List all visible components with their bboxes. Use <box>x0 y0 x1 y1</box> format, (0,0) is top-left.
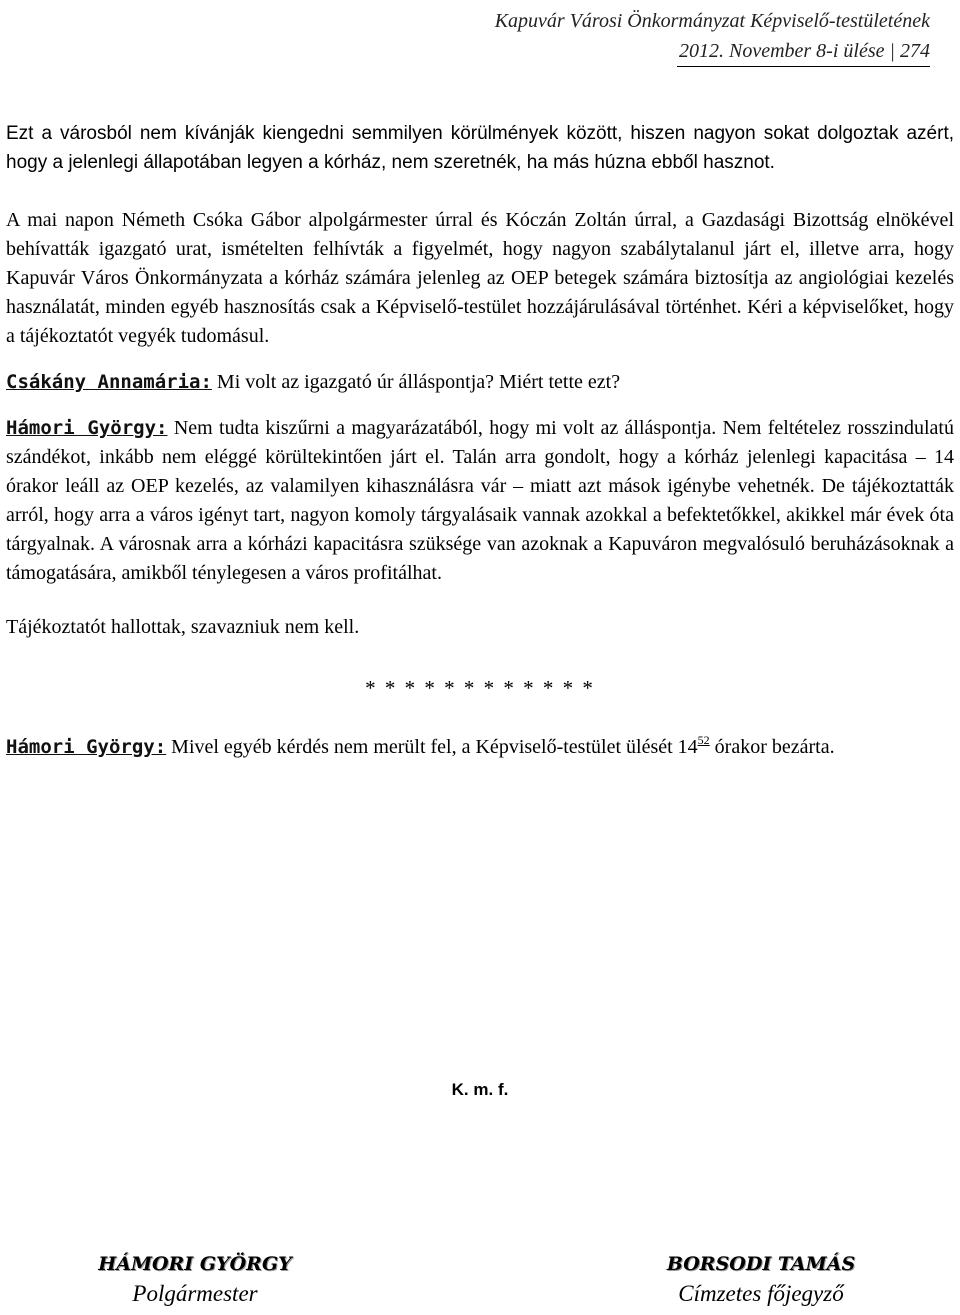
speaker-name: Hámori György: <box>6 736 167 758</box>
signature-name: BORSODI TAMÁS <box>666 1253 856 1275</box>
paragraph-conclusion: Tájékoztatót hallottak, szavazniuk nem kell. <box>6 616 360 638</box>
speaker-name: Hámori György: <box>6 417 168 439</box>
paragraph-hospital-interest: Ezt a városból nem kívánják kiengedni semmilyen körülmények között, hiszen nagyon sokat dolgoztak azért, hogy a jelenlegi állapotában legyen a kórház, nem szeretnék, ha más húzna ebből hasznot. <box>6 123 954 173</box>
header-title: Kapuvár Városi Önkormányzat Képviselő-testületének <box>494 10 930 32</box>
paragraph-answer <box>6 414 954 588</box>
signature-title: Címzetes főjegyző <box>678 1281 844 1306</box>
paragraph-meeting-report: A mai napon Németh Csóka Gábor alpolgármester úrral és Kóczán Zoltán úrral, a Gazdasági Bizottság elnökével behívatták igazgató urat, ismételten felhívták a figyelmét, hogy nagyon szabálytalanul járt el, illetve arra, hogy Kapuvár Város Önkormányzata a kórház számára jelenleg az OEP betegek számára biztosítja az angiológiai kezelés használatát, minden egyéb hasznosítás csak a Képviselő-testület hozzájárulásával történhet. Kéri a képviselőket, hogy a tájékoztatót vegyék tudomásul. <box>6 209 954 347</box>
signature-notary <box>638 1250 884 1310</box>
kmf-mark: K. m. f. <box>451 1080 509 1099</box>
speaker-text: Mi volt az igazgató úr álláspontja? Miért tette ezt? <box>211 371 621 393</box>
page-header <box>495 6 930 67</box>
closing-text-end: órakor bezárta. <box>709 736 835 758</box>
speaker-name: Csákány Annamária: <box>6 371 212 393</box>
section-separator: * * * * * * * * * * * * <box>365 676 595 700</box>
paragraph-closing <box>6 733 954 762</box>
header-session-page: 2012. November 8-i ülése | 274 <box>677 36 930 67</box>
closing-text: Mivel egyéb kérdés nem merült fel, a Képviselő-testület ülését 14 <box>166 736 698 758</box>
signature-mayor <box>72 1250 318 1310</box>
signature-name: HÁMORI GYÖRGY <box>98 1253 292 1275</box>
signature-title: Polgármester <box>132 1281 258 1306</box>
speaker-text: Nem tudta kiszűrni a magyarázatából, hogy mi volt az álláspontja. Nem feltételez rosszindulatú szándékot, inkább nem eléggé körültekintően járt el. Talán arra gondolt, hogy a kórház jelenlegi kapacitása – 14 órakor leáll az OEP kezelés, az valamilyen kihasználásra vár – miatt azt mások igénybe vehetnék. De tájékoztatták arról, hogy arra a város igényt tart, nagyon komoly tárgyalásaik vannak azokkal a befektetőkkel, akikkel már évek óta tárgyalnak. A városnak arra a kórházi kapacitásra szüksége van azoknak a Kapuváron megvalósuló beruházásoknak a támogatására, amikből ténylegesen a város profitálhat. <box>6 417 954 584</box>
closing-minutes: 52 <box>697 733 710 747</box>
paragraph-question <box>6 368 954 397</box>
document-body <box>6 119 954 762</box>
